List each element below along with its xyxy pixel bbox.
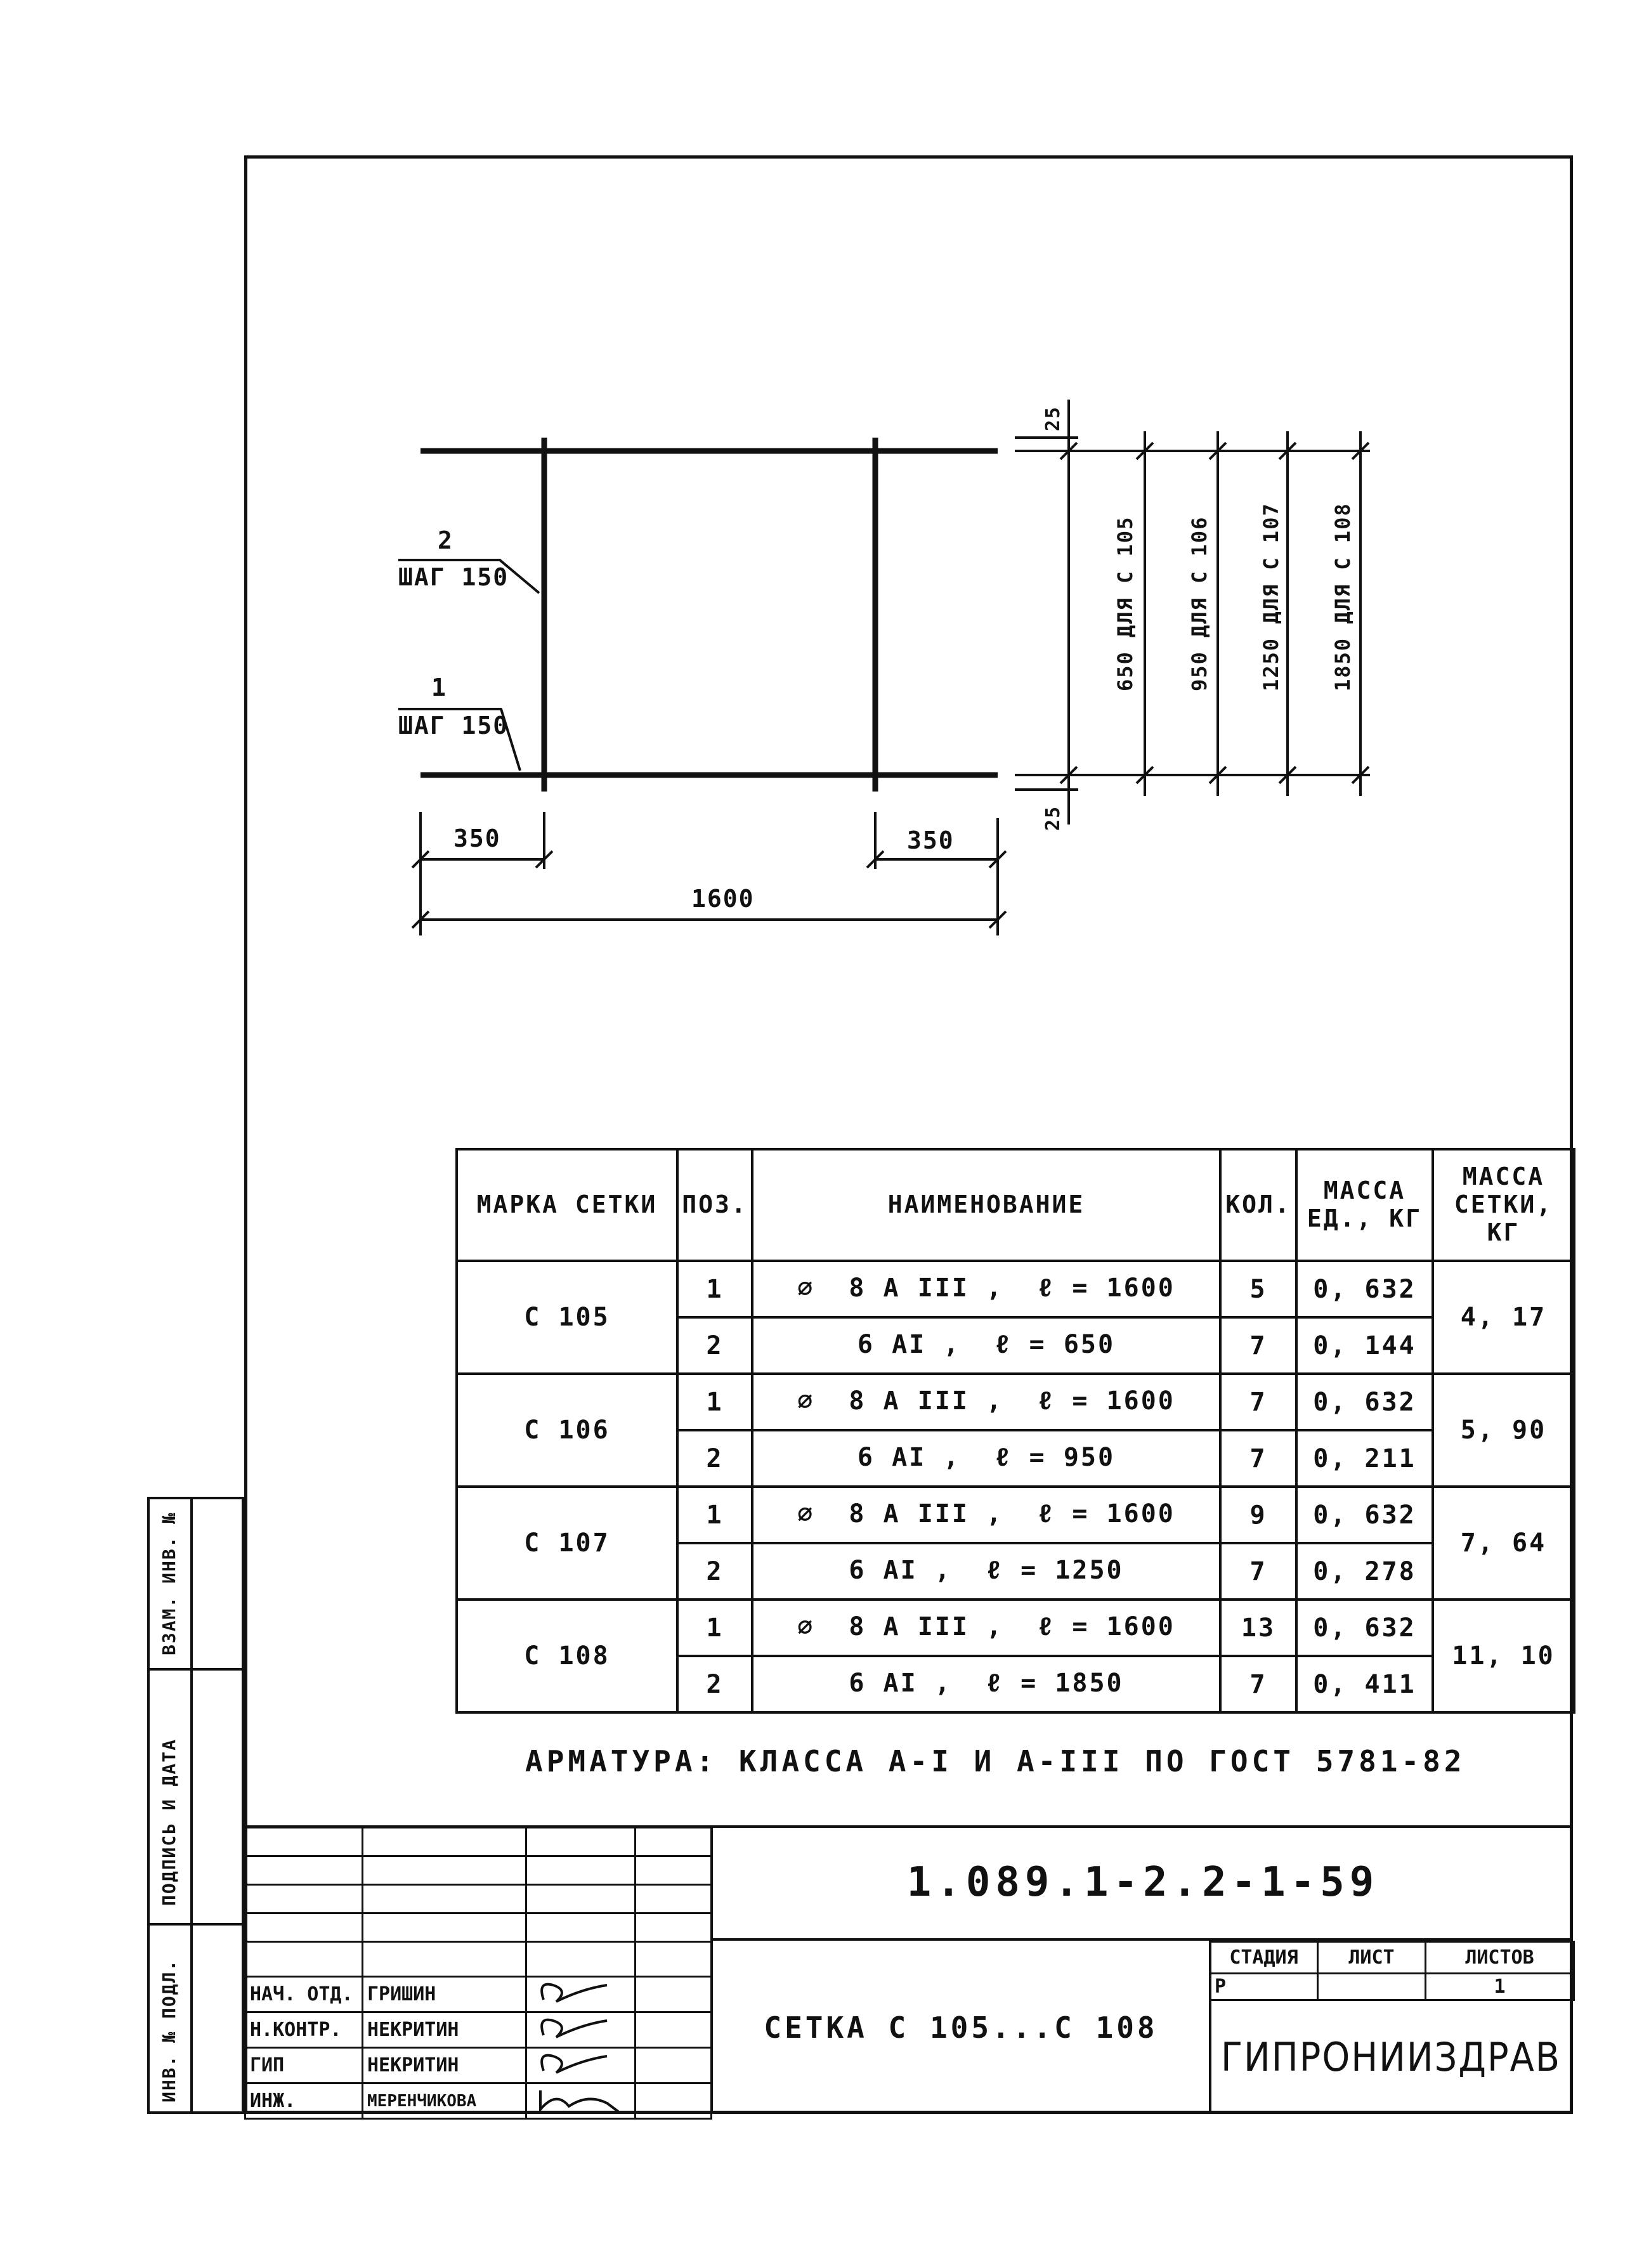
col-header-name: НАИМЕНОВАНИЕ [752, 1149, 1220, 1261]
signer-role: ИНЖ. [245, 2083, 363, 2119]
table-row [457, 1487, 1574, 1543]
row-pos: 1 [677, 1374, 752, 1430]
table-header-row [457, 1149, 1574, 1261]
row-name: 6 АI , ℓ = 650 [752, 1317, 1220, 1374]
row-name: ⌀ 8 А III , ℓ = 1600 [752, 1600, 1220, 1656]
row-name: 6 АI , ℓ = 950 [752, 1430, 1220, 1487]
pos2-step: ШАГ 150 [398, 563, 509, 591]
height-dim-c108: 1850 ДЛЯ С 108 [1331, 502, 1355, 691]
signer-name: НЕКРИТИН [363, 2048, 526, 2083]
row-pos: 1 [677, 1487, 752, 1543]
specification-table [455, 1148, 1575, 1714]
row-qty: 13 [1220, 1600, 1296, 1656]
signer-name: МЕРЕНЧИКОВА [363, 2083, 526, 2119]
stage-value: Р [1210, 1974, 1318, 2000]
side-inv-repl: ВЗАМ. ИНВ. № [159, 1511, 179, 1655]
side-inv-orig: ИНВ. № ПОДЛ. [159, 1958, 179, 2102]
stage-label: СТАДИЯ [1210, 1942, 1318, 1974]
signer-name: НЕКРИТИН [363, 2012, 526, 2048]
row-mass: 0, 632 [1296, 1600, 1433, 1656]
signature [526, 2083, 636, 2119]
row-name: 6 АI , ℓ = 1850 [752, 1656, 1220, 1712]
pos1-step: ШАГ 150 [398, 712, 509, 740]
row-pos: 2 [677, 1656, 752, 1712]
height-dim-c106: 950 ДЛЯ С 106 [1187, 516, 1211, 691]
signer-role: НАЧ. ОТД. [245, 1977, 363, 2012]
col-header-mark: МАРКА СЕТКИ [457, 1149, 677, 1261]
mesh-total-mass: 11, 10 [1433, 1600, 1574, 1712]
mesh-mark: С 105 [457, 1261, 677, 1374]
pos2-number: 2 [438, 526, 453, 554]
dim-cover-bottom: 25 [1042, 805, 1064, 831]
sheet-label: ЛИСТ [1318, 1942, 1426, 1974]
table-row [457, 1600, 1574, 1656]
pos1-number: 1 [431, 674, 447, 701]
signature [526, 1977, 636, 2012]
signature [526, 2048, 636, 2083]
mesh-mark: С 107 [457, 1487, 677, 1600]
stage-grid [1209, 1941, 1575, 2001]
dim-cover-top: 25 [1042, 405, 1064, 431]
height-dim-c105: 650 ДЛЯ С 105 [1113, 516, 1137, 691]
row-mass: 0, 632 [1296, 1487, 1433, 1543]
table-row [457, 1261, 1574, 1317]
sheets-value: 1 [1426, 1974, 1574, 2000]
row-qty: 9 [1220, 1487, 1296, 1543]
row-name: ⌀ 8 А III , ℓ = 1600 [752, 1261, 1220, 1317]
dim-left: 350 [453, 824, 501, 852]
row-qty: 7 [1220, 1374, 1296, 1430]
dim-right: 350 [907, 826, 955, 854]
mesh-drawing [0, 0, 1637, 1015]
row-name: 6 АI , ℓ = 1250 [752, 1543, 1220, 1600]
row-qty: 7 [1220, 1656, 1296, 1712]
row-qty: 7 [1220, 1543, 1296, 1600]
row-qty: 7 [1220, 1317, 1296, 1374]
row-mass: 0, 632 [1296, 1374, 1433, 1430]
reinforcement-note: АРМАТУРА: КЛАССА А-I И А-III ПО ГОСТ 5781-82 [525, 1744, 1466, 1778]
doc-code: 1.089.1-2.2-1-59 [906, 1859, 1379, 1906]
signature [526, 2012, 636, 2048]
row-pos: 2 [677, 1543, 752, 1600]
sheets-label: ЛИСТОВ [1426, 1942, 1574, 1974]
height-dim-c107: 1250 ДЛЯ С 107 [1259, 502, 1283, 691]
row-name: ⌀ 8 А III , ℓ = 1600 [752, 1487, 1220, 1543]
mesh-total-mass: 7, 64 [1433, 1487, 1574, 1600]
row-mass: 0, 411 [1296, 1656, 1433, 1712]
row-mass: 0, 144 [1296, 1317, 1433, 1374]
mesh-total-mass: 5, 90 [1433, 1374, 1574, 1487]
dim-total: 1600 [691, 885, 755, 913]
doc-title-cell [710, 1941, 1211, 2114]
row-qty: 7 [1220, 1430, 1296, 1487]
row-name: ⌀ 8 А III , ℓ = 1600 [752, 1374, 1220, 1430]
side-sign-date: ПОДПИСЬ И ДАТА [159, 1738, 179, 1906]
org-name: ГИПРОНИИЗДРАВ [1220, 2034, 1562, 2080]
mesh-mark: С 108 [457, 1600, 677, 1712]
mesh-mark: С 106 [457, 1374, 677, 1487]
row-pos: 1 [677, 1261, 752, 1317]
row-mass: 0, 278 [1296, 1543, 1433, 1600]
doc-code-cell [710, 1827, 1573, 1941]
signer-name: ГРИШИН [363, 1977, 526, 2012]
mesh-total-mass: 4, 17 [1433, 1261, 1574, 1374]
row-pos: 2 [677, 1430, 752, 1487]
row-qty: 5 [1220, 1261, 1296, 1317]
signers-grid [244, 1941, 712, 2120]
signer-role: Н.КОНТР. [245, 2012, 363, 2048]
row-pos: 2 [677, 1317, 752, 1374]
row-mass: 0, 211 [1296, 1430, 1433, 1487]
col-header-mesh-mass: МАССА СЕТКИ, КГ [1433, 1149, 1574, 1261]
col-header-qty: КОЛ. [1220, 1149, 1296, 1261]
col-header-pos: ПОЗ. [677, 1149, 752, 1261]
org-cell [1209, 2000, 1573, 2114]
sheet-value [1318, 1974, 1426, 2000]
table-row [457, 1374, 1574, 1430]
doc-title: СЕТКА С 105...С 108 [764, 2010, 1158, 2045]
col-header-unit-mass: МАССА ЕД., КГ [1296, 1149, 1433, 1261]
signer-role: ГИП [245, 2048, 363, 2083]
row-mass: 0, 632 [1296, 1261, 1433, 1317]
revision-grid [244, 1827, 712, 1943]
row-pos: 1 [677, 1600, 752, 1656]
